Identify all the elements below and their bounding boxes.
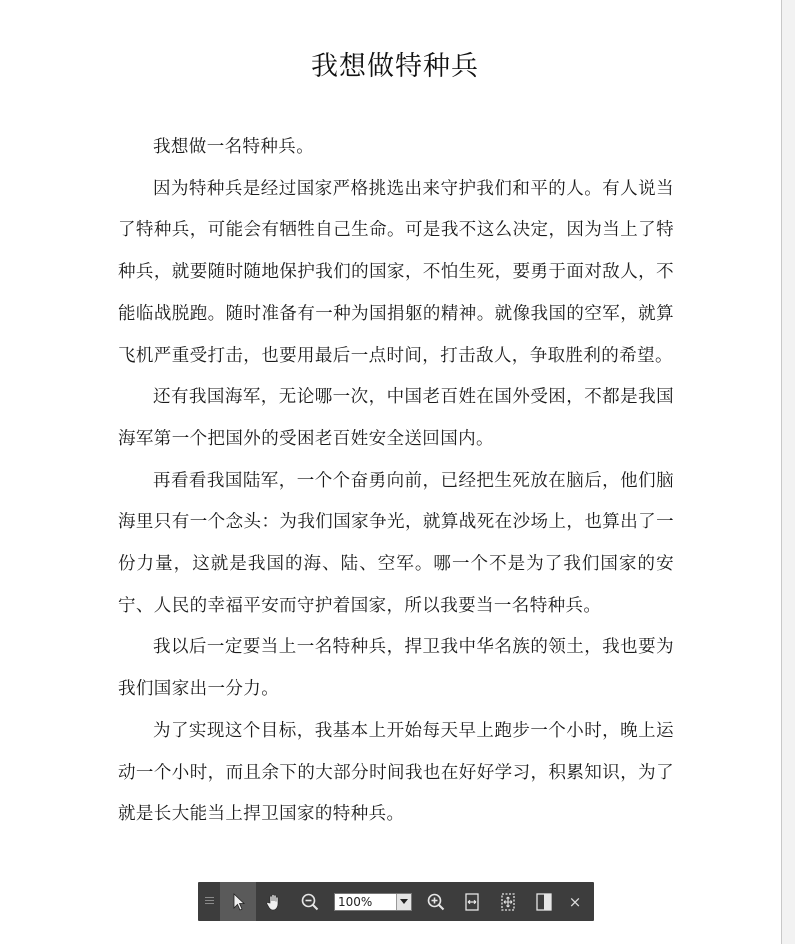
select-arrow-icon[interactable]	[220, 882, 256, 921]
paragraph: 我想做一名特种兵。	[153, 137, 315, 157]
zoom-in-icon[interactable]	[418, 882, 454, 921]
zoom-out-icon[interactable]	[292, 882, 328, 921]
paragraph: 为了实现这个目标，我基本上开始每天早上跑步一个小时，晚上运动一个小时，而且余下的大部分时间我也在好好学习，积累知识，为了就是长大能当上捍卫国家的特种兵。	[118, 720, 674, 825]
hand-tool-icon[interactable]	[256, 882, 292, 921]
fit-page-icon[interactable]	[490, 882, 526, 921]
chevron-down-icon[interactable]	[396, 894, 411, 910]
grip-icon[interactable]	[198, 882, 220, 921]
sidebar-toggle-icon[interactable]	[526, 882, 562, 921]
page-title: 我想做特种兵	[311, 51, 479, 82]
viewer-toolbar	[198, 882, 594, 921]
paragraph: 再看看我国陆军，一个个奋勇向前，已经把生死放在脑后，他们脑海里只有一个念头：为我们国家争光，就算战死在沙场上，也算出了一份力量，这就是我国的海、陆、空军。哪一个不是为了我们国家的安宁、人民的幸福平安而守护着国家，所以我要当一名特种兵。	[118, 470, 674, 616]
zoom-value: 100%	[338, 894, 373, 909]
close-icon[interactable]: ×	[568, 892, 582, 911]
paragraph: 因为特种兵是经过国家严格挑选出来守护我们和平的人。有人说当了特种兵，可能会有牺牲自己生命。可是我不这么决定，因为当上了特种兵，就要随时随地保护我们的国家，不怕生死，要勇于面对敌人，不能临战脱跑。随时准备有一种为国捐躯的精神。就像我国的空军，就算飞机严重受打击，也要用最后一点时间，打击敌人，争取胜利的希望。	[118, 178, 674, 366]
fit-width-icon[interactable]	[454, 882, 490, 921]
paragraph: 还有我国海军，无论哪一次，中国老百姓在国外受困，不都是我国海军第一个把国外的受困老百姓安全送回国内。	[118, 387, 674, 449]
paragraph: 我以后一定要当上一名特种兵，捍卫我中华名族的领土，我也要为我们国家出一分力。	[118, 637, 674, 700]
document-body	[118, 127, 674, 836]
zoom-select[interactable]	[334, 893, 412, 911]
vertical-scrollbar[interactable]	[781, 0, 795, 944]
